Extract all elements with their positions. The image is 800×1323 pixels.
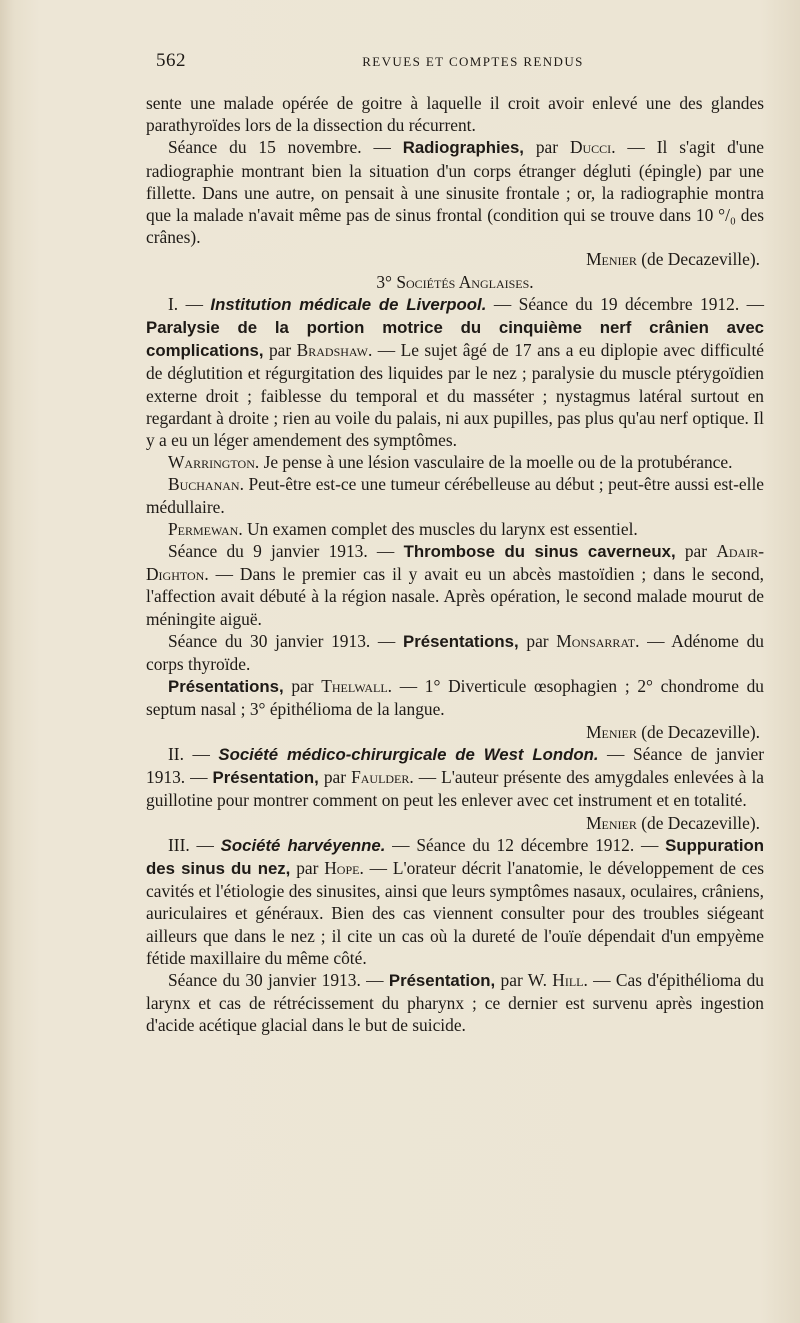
- text: . — 1° Diverticule œsophagien ; 2° chondrome du septum nasal ; 3° épithélioma de la langue.: [146, 676, 765, 720]
- paragraph-buchanan: [146, 473, 764, 517]
- text: par W.: [495, 969, 553, 990]
- text: — Séance du 19 décembre 1912. —: [486, 293, 764, 314]
- text: . Un examen complet des muscles du larynx est essentiel.: [238, 518, 638, 539]
- society-name: Institution médicale de Liverpool.: [210, 294, 487, 314]
- society-name: Société harvéyenne.: [220, 835, 386, 855]
- text: — Séance de janvier 1913. —: [146, 743, 764, 788]
- text: III. —: [168, 834, 221, 855]
- author-name: Buchanan: [168, 474, 240, 495]
- article-body: [146, 92, 764, 1037]
- author-name: Permewan: [168, 518, 239, 539]
- text: par: [518, 630, 557, 651]
- text: Séance du 15 novembre. —: [168, 137, 403, 158]
- page-header: [148, 50, 768, 74]
- paragraph-thrombose: [146, 540, 764, 630]
- text: par: [675, 541, 717, 562]
- author-name: Bradshaw: [296, 340, 368, 361]
- signature-author: Menier: [586, 249, 637, 270]
- report-title: Présentations,: [168, 677, 284, 697]
- paragraph-radiographies: [146, 136, 764, 248]
- signature-place: (de Decazeville).: [636, 812, 760, 833]
- section-heading: [146, 271, 764, 293]
- report-title: Radiographies,: [402, 138, 524, 158]
- text: II. —: [168, 743, 219, 764]
- section-title: Sociétés Anglaises.: [396, 271, 534, 292]
- author-name: Ducci: [569, 137, 612, 158]
- signature: [146, 248, 764, 270]
- text: I. —: [168, 293, 211, 314]
- running-title: REVUES ET COMPTES RENDUS: [362, 54, 584, 69]
- text: par: [523, 137, 570, 158]
- text: par: [290, 857, 325, 878]
- report-title: Présentations,: [403, 631, 519, 651]
- paragraph-west-london: [146, 743, 764, 812]
- paragraph-continuation: sente une malade opérée de goitre à laquelle il croit avoir enlevé une des glandes parathyroïdes lors de la dissection du récurrent.: [146, 93, 764, 136]
- report-title: Thrombose du sinus caverneux,: [403, 542, 676, 562]
- signature-author: Menier: [586, 721, 637, 742]
- signature-place: (de Decazeville).: [636, 721, 760, 742]
- paragraph-presentations-thelwall: [146, 675, 764, 720]
- author-name: Hope: [324, 857, 360, 878]
- text: . — L'auteur présente des amygdales enlevées à la guillotine pour montrer comment on peut les enlever avec cet instrument et en totalité.: [146, 767, 764, 811]
- signature: [146, 721, 764, 743]
- text: . — Le sujet âgé de 17 ans a eu diplopie avec difficulté de déglutition et régurgitation des liquides par le nez ; paralysie du muscle ptérygoïdien externe droit ; faiblesse du temporal et du masséter ; nystagmus latéral surtout en regardant à droite ; rien au voile du palais, ni aux pupilles, pas plus qu'au nerf optique. Il y a eu un léger amendement des symptômes.: [146, 340, 764, 451]
- paragraph-presentation-hill: [146, 969, 764, 1037]
- author-name: Monsarrat: [556, 630, 636, 651]
- signature-place: (de Decazeville).: [636, 249, 760, 270]
- text: . Je pense à une lésion vasculaire de la moelle ou de la protubérance.: [254, 452, 733, 473]
- author-name: Adair-Dighton: [146, 541, 764, 585]
- text: . — Il s'agit d'une radiographie montrant bien la situation d'un corps étranger dégluti (épingle) par une fillette. Dans une autre, on pensait à une sinusite frontale ; or, la radiographie montra que la malade n'avait même pas de sinus frontal (condition qui se trouve dans 10 °/₀ des crânes).: [146, 137, 765, 248]
- report-title: Présentation,: [212, 768, 319, 788]
- author-name: Warrington: [168, 452, 255, 473]
- text: . — Cas d'épithélioma du larynx et cas de rétrécissement du pharynx ; ce dernier est survenu après ingestion d'acide acétique glacial dans le but de suicide.: [146, 969, 764, 1036]
- signature: [146, 812, 764, 834]
- author-name: Thelwall: [321, 676, 388, 697]
- text: par: [283, 676, 322, 697]
- paragraph-liverpool: [146, 293, 764, 451]
- text: . — L'orateur décrit l'anatomie, le développement de ces cavités et l'étiologie des sinusites, ainsi que leurs symptômes nasaux, oculaires, crâniens, auriculaires et généraux. Bien des cas viennent consulter pour des troubles siégeant ailleurs que dans le nez ; il cite un cas où la dureté de l'ouïe dépendait d'un empyème fétide maxillaire du même côté.: [146, 857, 764, 968]
- paragraph-harveyenne: [146, 834, 764, 969]
- text: Séance du 30 janvier 1913. —: [168, 969, 389, 990]
- text: . — Adénome du corps thyroïde.: [146, 630, 764, 675]
- text: . — Dans le premier cas il y avait eu un abcès mastoïdien ; dans le second, l'affection avait débuté à la région nasale. Après opération, le second malade mourut de méningite aiguë.: [146, 564, 764, 629]
- text: — Séance du 12 décembre 1912. —: [385, 834, 666, 855]
- text: par: [263, 340, 297, 361]
- page-number: 562: [156, 50, 186, 71]
- paragraph-permewan: [146, 518, 764, 540]
- paragraph-presentations-monsarrat: [146, 630, 764, 675]
- report-title: Suppuration des sinus du nez,: [146, 835, 764, 878]
- section-number: 3°: [376, 271, 397, 292]
- report-title: Présentation,: [388, 970, 496, 990]
- text: . Peut-être est-ce une tumeur cérébelleuse au début ; peut-être aussi est-elle médullaire.: [146, 474, 764, 517]
- report-title: Paralysie de la portion motrice du cinquième nerf crânien avec complications,: [146, 318, 764, 361]
- signature-author: Menier: [586, 812, 637, 833]
- paragraph-warrington: [146, 451, 764, 473]
- author-name: Faulder: [351, 767, 410, 788]
- text: par: [318, 767, 352, 788]
- society-name: Société médico-chirurgicale de West London.: [218, 744, 599, 764]
- text: Séance du 30 janvier 1913. —: [168, 630, 404, 651]
- text: Séance du 9 janvier 1913. —: [168, 541, 404, 562]
- author-name: Hill: [552, 969, 584, 990]
